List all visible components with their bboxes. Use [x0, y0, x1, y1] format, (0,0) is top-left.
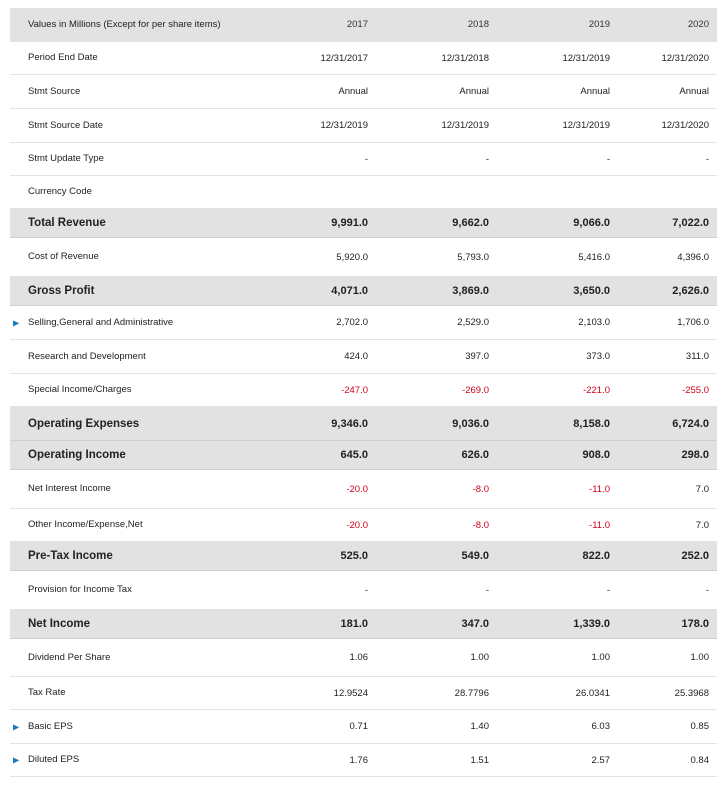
row-value: 4,396.0 — [677, 251, 709, 263]
table-row — [10, 176, 717, 209]
row-value: 12/31/2020 — [661, 120, 709, 131]
row-value: -269.0 — [462, 384, 489, 396]
row-value: 1,339.0 — [573, 618, 610, 630]
row-value: 1.06 — [349, 652, 368, 663]
row-value: - — [364, 584, 368, 596]
row-label: Research and Development — [28, 350, 146, 362]
row-value: 0.71 — [349, 721, 368, 732]
row-value: - — [705, 153, 709, 165]
row-value: 908.0 — [582, 449, 610, 461]
row-value: Annual — [459, 86, 489, 97]
header-label: Values in Millions (Except for per share items) — [28, 18, 221, 30]
row-value: 2.57 — [591, 754, 610, 766]
header-year-2019: 2019 — [588, 19, 610, 30]
table-row — [10, 571, 717, 610]
table-row — [10, 277, 717, 306]
triangle-right-icon[interactable]: ▶ — [13, 722, 20, 731]
table-row — [10, 42, 717, 75]
row-value: 2,702.0 — [336, 317, 368, 328]
triangle-right-icon[interactable]: ▶ — [13, 755, 20, 765]
row-value: 645.0 — [340, 449, 368, 461]
table-row — [10, 542, 717, 571]
row-value: 3,650.0 — [573, 285, 610, 297]
row-label: Special Income/Charges — [28, 384, 132, 395]
row-value: 252.0 — [681, 550, 709, 562]
row-value: 5,793.0 — [457, 251, 489, 263]
table-row[interactable] — [10, 306, 717, 340]
row-value: 12/31/2019 — [562, 120, 610, 131]
row-label: Operating Expenses — [28, 417, 140, 430]
table-row — [10, 75, 717, 109]
row-label: Provision for Income Tax — [28, 584, 132, 595]
row-label: Selling,General and Administrative — [28, 316, 174, 328]
table-row — [10, 109, 717, 143]
row-value: Annual — [338, 86, 368, 97]
table-row — [10, 470, 717, 509]
table-row — [10, 374, 717, 407]
row-label: Net Interest Income — [28, 483, 111, 494]
row-label: Period End Date — [28, 52, 98, 63]
table-header-row — [10, 8, 717, 42]
row-value: 28.7796 — [454, 687, 489, 699]
table-row — [10, 238, 717, 277]
row-label: Basic EPS — [28, 720, 73, 732]
row-value: 6,724.0 — [672, 417, 709, 430]
row-value: 2,103.0 — [578, 317, 610, 328]
row-value: 12.9524 — [333, 687, 368, 699]
row-label: Cost of Revenue — [28, 251, 99, 262]
row-value: 8,158.0 — [573, 417, 610, 430]
row-label: Other Income/Expense,Net — [28, 519, 143, 530]
table-row — [10, 340, 717, 374]
row-value: 9,346.0 — [331, 417, 368, 430]
row-value: -255.0 — [682, 384, 709, 396]
row-value: 311.0 — [685, 351, 709, 362]
row-value: 822.0 — [582, 550, 610, 562]
row-label: Net Income — [28, 618, 90, 630]
row-value: -20.0 — [346, 519, 368, 531]
row-value: Annual — [679, 86, 709, 97]
row-label: Pre-Tax Income — [28, 550, 113, 562]
row-value: - — [364, 153, 368, 165]
row-value: 525.0 — [340, 550, 368, 562]
table-row — [10, 610, 717, 639]
row-value: 9,991.0 — [331, 217, 368, 229]
table-row — [10, 407, 717, 441]
header-year-2020: 2020 — [687, 19, 709, 30]
row-value: 5,416.0 — [578, 251, 610, 263]
table-row — [10, 509, 717, 542]
table-row[interactable] — [10, 744, 717, 777]
table-row — [10, 677, 717, 710]
row-value: 7.0 — [695, 483, 709, 495]
row-value: 549.0 — [461, 550, 489, 562]
row-value: - — [606, 153, 610, 165]
row-value: - — [485, 584, 489, 596]
row-value: 12/31/2018 — [441, 52, 489, 64]
row-value: - — [606, 584, 610, 596]
header-year-2017: 2017 — [346, 19, 368, 30]
income-statement-table — [10, 8, 717, 777]
row-value: -221.0 — [583, 384, 610, 396]
table-row — [10, 639, 717, 677]
row-value: 12/31/2017 — [320, 52, 368, 64]
row-value: -11.0 — [589, 519, 610, 531]
row-value: -20.0 — [346, 483, 368, 495]
row-value: 1.76 — [349, 754, 368, 766]
header-year-2018: 2018 — [467, 19, 489, 30]
row-value: 0.85 — [690, 721, 709, 732]
row-value: 1.40 — [470, 721, 489, 732]
row-label: Currency Code — [28, 186, 92, 197]
table-row[interactable] — [10, 710, 717, 744]
row-value: 2,626.0 — [672, 285, 709, 297]
triangle-right-icon[interactable]: ▶ — [13, 318, 20, 327]
row-value: 2,529.0 — [457, 317, 489, 328]
row-value: 7,022.0 — [672, 217, 709, 229]
row-value: -247.0 — [341, 384, 368, 396]
row-label: Operating Income — [28, 449, 126, 461]
row-value: 1.51 — [470, 754, 489, 766]
row-value: 12/31/2019 — [441, 120, 489, 131]
row-value: -11.0 — [589, 483, 610, 495]
row-value: Annual — [580, 86, 610, 97]
table-row — [10, 209, 717, 238]
row-value: 424.0 — [344, 351, 368, 362]
table-row — [10, 143, 717, 176]
row-value: 347.0 — [461, 618, 489, 630]
row-value: -8.0 — [472, 519, 489, 531]
row-value: 5,920.0 — [336, 251, 368, 263]
row-value: 0.84 — [690, 754, 709, 766]
row-value: 626.0 — [461, 449, 489, 461]
row-value: 12/31/2020 — [661, 52, 709, 64]
row-label: Tax Rate — [28, 687, 66, 698]
row-value: 7.0 — [695, 519, 709, 531]
row-value: 25.3968 — [674, 687, 709, 699]
row-value: 298.0 — [681, 449, 709, 461]
row-label: Stmt Source Date — [28, 119, 103, 131]
row-value: 181.0 — [340, 618, 368, 630]
table-row — [10, 441, 717, 470]
row-label: Total Revenue — [28, 217, 106, 229]
row-label: Dividend Per Share — [28, 651, 111, 663]
row-value: 26.0341 — [575, 687, 610, 699]
row-value: 9,066.0 — [573, 217, 610, 229]
row-value: - — [705, 584, 709, 596]
row-value: 6.03 — [591, 721, 610, 732]
row-value: -8.0 — [472, 483, 489, 495]
row-value: 397.0 — [465, 351, 489, 362]
row-value: 1.00 — [690, 652, 709, 663]
row-label: Stmt Update Type — [28, 153, 104, 164]
row-value: - — [485, 153, 489, 165]
row-value: 9,662.0 — [452, 217, 489, 229]
row-value: 178.0 — [681, 618, 709, 630]
row-value: 4,071.0 — [331, 285, 368, 297]
row-value: 373.0 — [586, 351, 610, 362]
row-value: 1.00 — [591, 652, 610, 663]
row-label: Stmt Source — [28, 85, 81, 97]
row-value: 9,036.0 — [452, 417, 489, 430]
row-label: Gross Profit — [28, 285, 95, 297]
row-value: 3,869.0 — [452, 285, 489, 297]
row-value: 1,706.0 — [677, 317, 709, 328]
row-label: Diluted EPS — [28, 754, 80, 765]
row-value: 12/31/2019 — [320, 120, 368, 131]
row-value: 12/31/2019 — [562, 52, 610, 64]
row-value: 1.00 — [470, 652, 489, 663]
